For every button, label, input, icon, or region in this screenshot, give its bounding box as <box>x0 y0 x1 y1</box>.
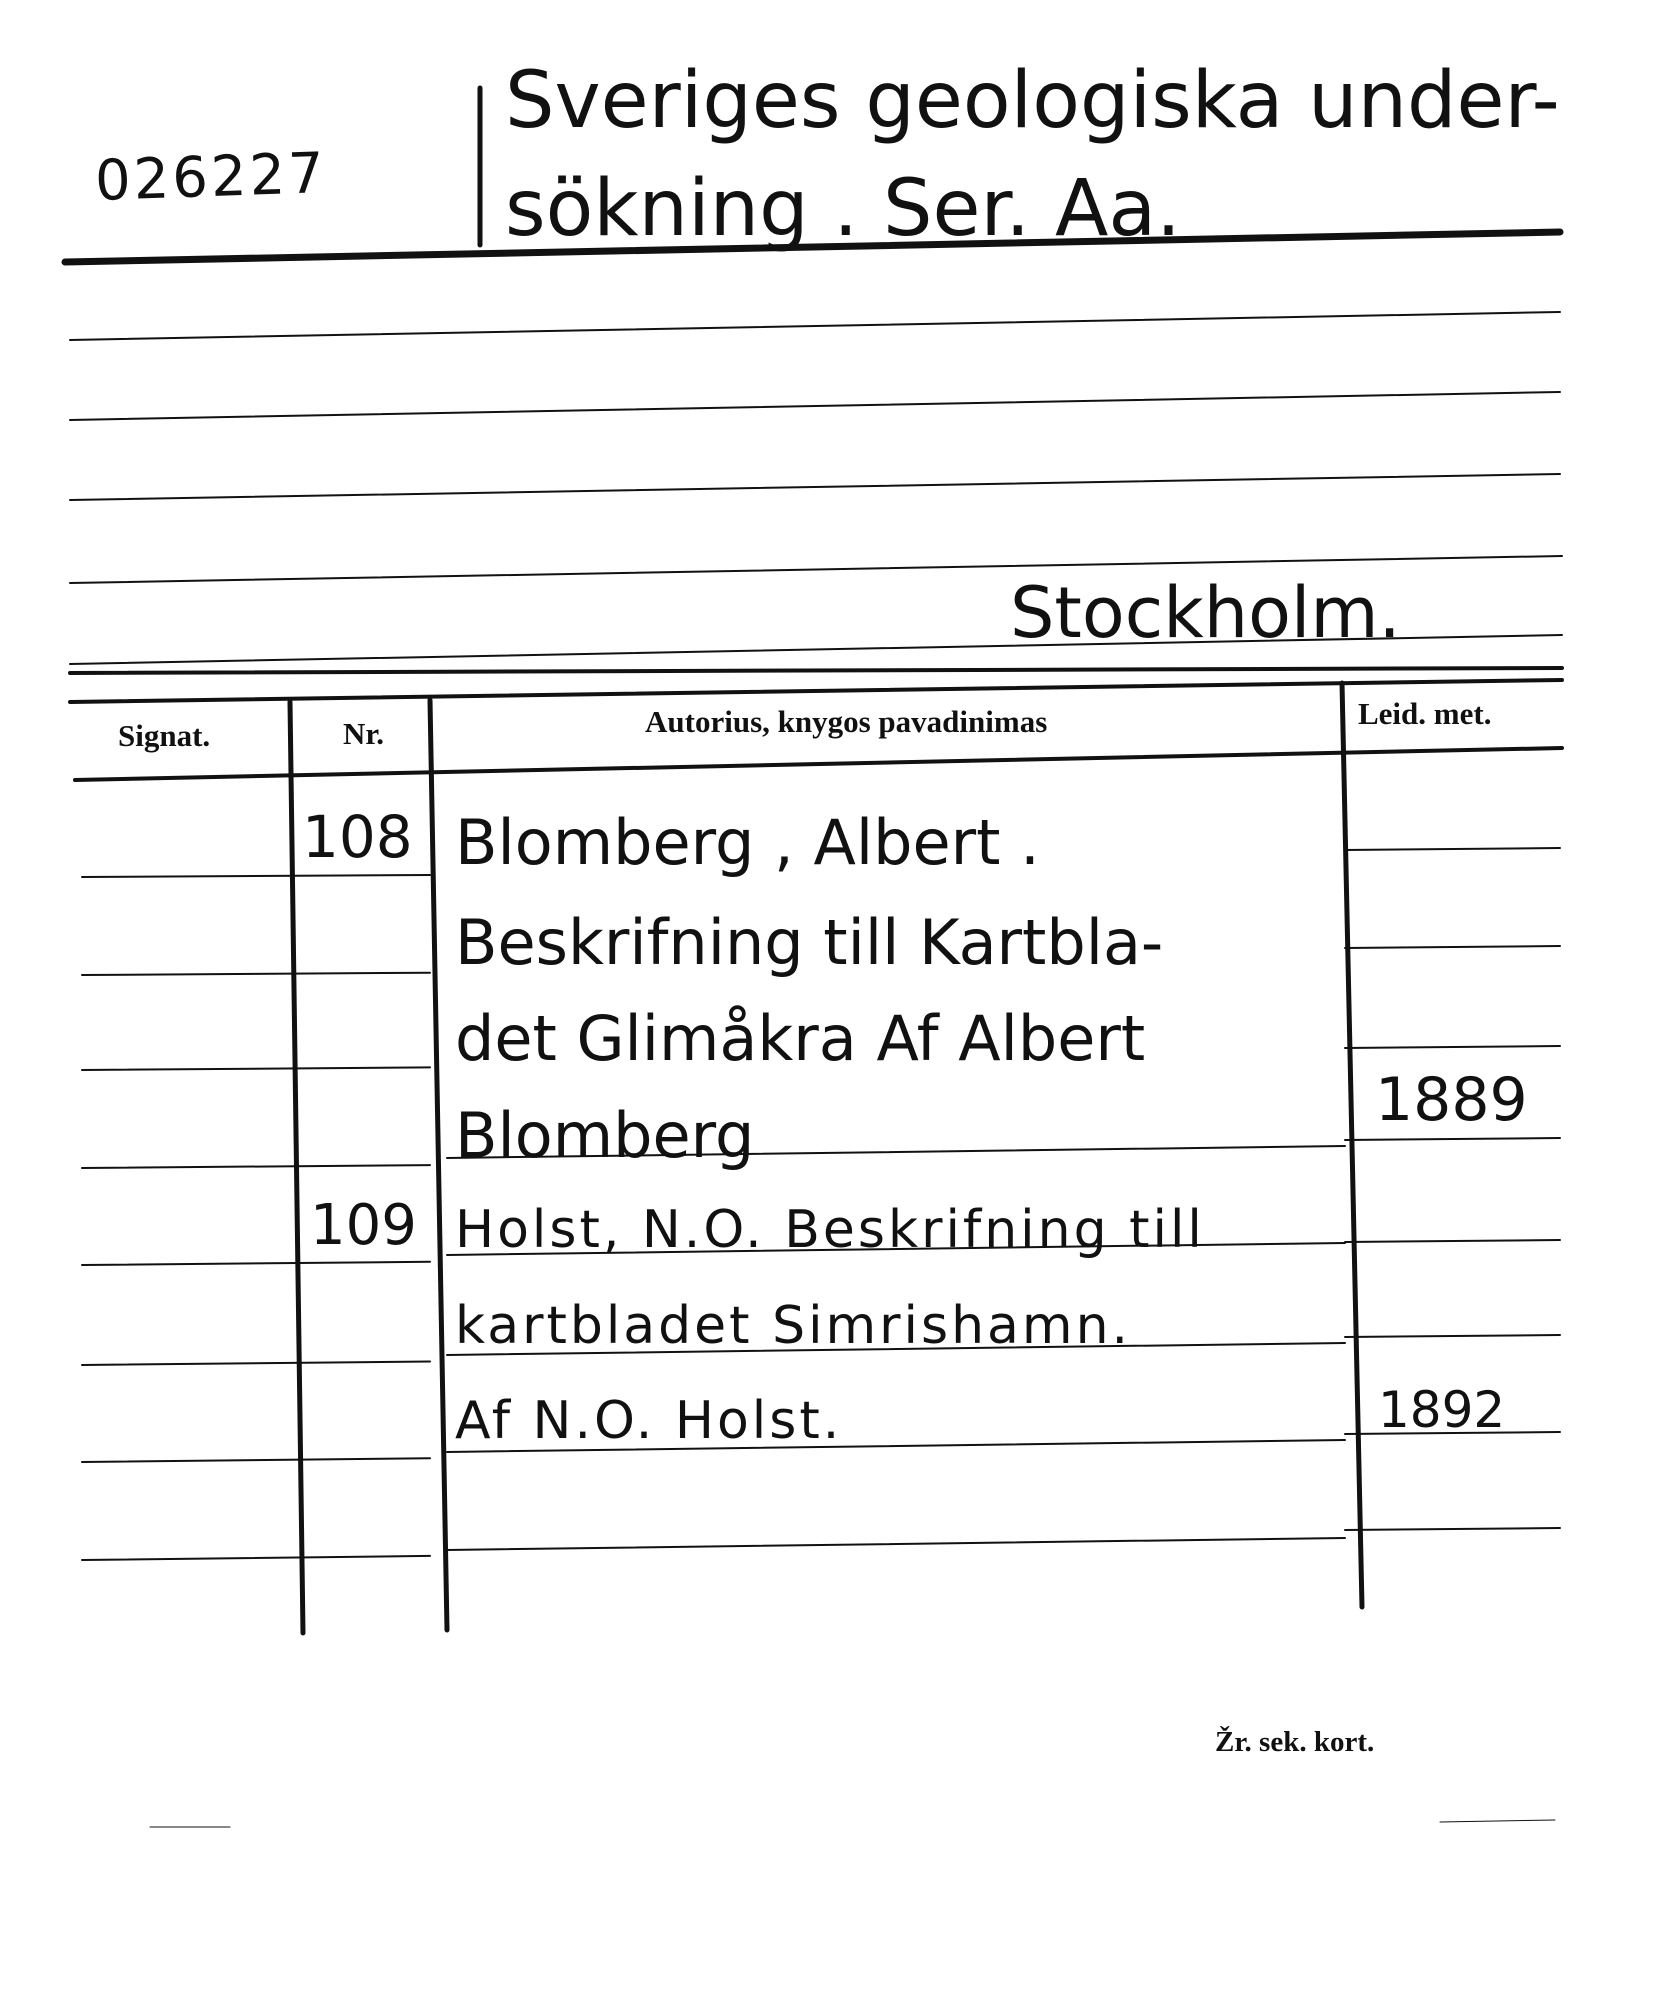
title-line-2: sökning . Ser. Aa. <box>505 164 1181 254</box>
rule-line <box>82 1067 430 1070</box>
rule-line <box>82 1262 430 1265</box>
entry-number: 109 <box>310 1193 417 1258</box>
rule-line <box>1345 1046 1560 1048</box>
entry-text-line: det Glimåkra Af Albert <box>455 1002 1146 1075</box>
column-header-author-title: Autorius, knygos pavadinimas <box>645 704 1048 739</box>
entry-year: 1892 <box>1378 1381 1506 1439</box>
rule-line <box>82 973 430 975</box>
entry-text-line: kartbladet Simrishamn. <box>455 1296 1132 1356</box>
rule-line <box>82 1458 430 1462</box>
rule-line <box>82 1165 430 1168</box>
column-header-edition-year: Leid. met. <box>1358 696 1492 731</box>
rule-line <box>1345 1240 1560 1242</box>
rule-line <box>70 392 1560 420</box>
rule-line <box>75 748 1562 780</box>
entry-year: 1889 <box>1375 1065 1528 1135</box>
rule-line <box>1345 1138 1560 1140</box>
rule-line <box>82 875 430 877</box>
entry-text-line: Holst, N.O. Beskrifning till <box>455 1200 1205 1260</box>
rule-line <box>82 1556 430 1560</box>
rule-line <box>70 474 1560 500</box>
column-header-number: Nr. <box>343 716 385 751</box>
column-header-signature: Signat. <box>118 718 211 753</box>
rule-line <box>70 680 1562 702</box>
rule-line <box>70 668 1562 673</box>
rule-line <box>430 700 447 1630</box>
rule-line <box>1345 1528 1560 1530</box>
entry-text-line: Beskrifning till Kartbla- <box>455 906 1164 979</box>
entry-text-line: Blomberg , Albert . <box>455 806 1040 879</box>
rule-line <box>70 312 1560 340</box>
rule-line <box>82 1362 430 1366</box>
footer-note: Žr. sek. kort. <box>1215 1726 1375 1758</box>
rule-line <box>1345 1335 1560 1337</box>
rule-line <box>447 1538 1345 1550</box>
entry-text-line: Af N.O. Holst. <box>455 1391 843 1451</box>
rule-line <box>1345 848 1560 850</box>
title-line-1: Sveriges geologiska under- <box>505 56 1560 146</box>
catalog-number: 026227 <box>93 140 328 215</box>
entry-text-line: Blomberg <box>455 1099 755 1172</box>
rule-line <box>1440 1820 1555 1822</box>
publication-place: Stockholm. <box>1010 572 1401 654</box>
rule-line <box>1345 946 1560 948</box>
entry-number: 108 <box>302 803 413 871</box>
